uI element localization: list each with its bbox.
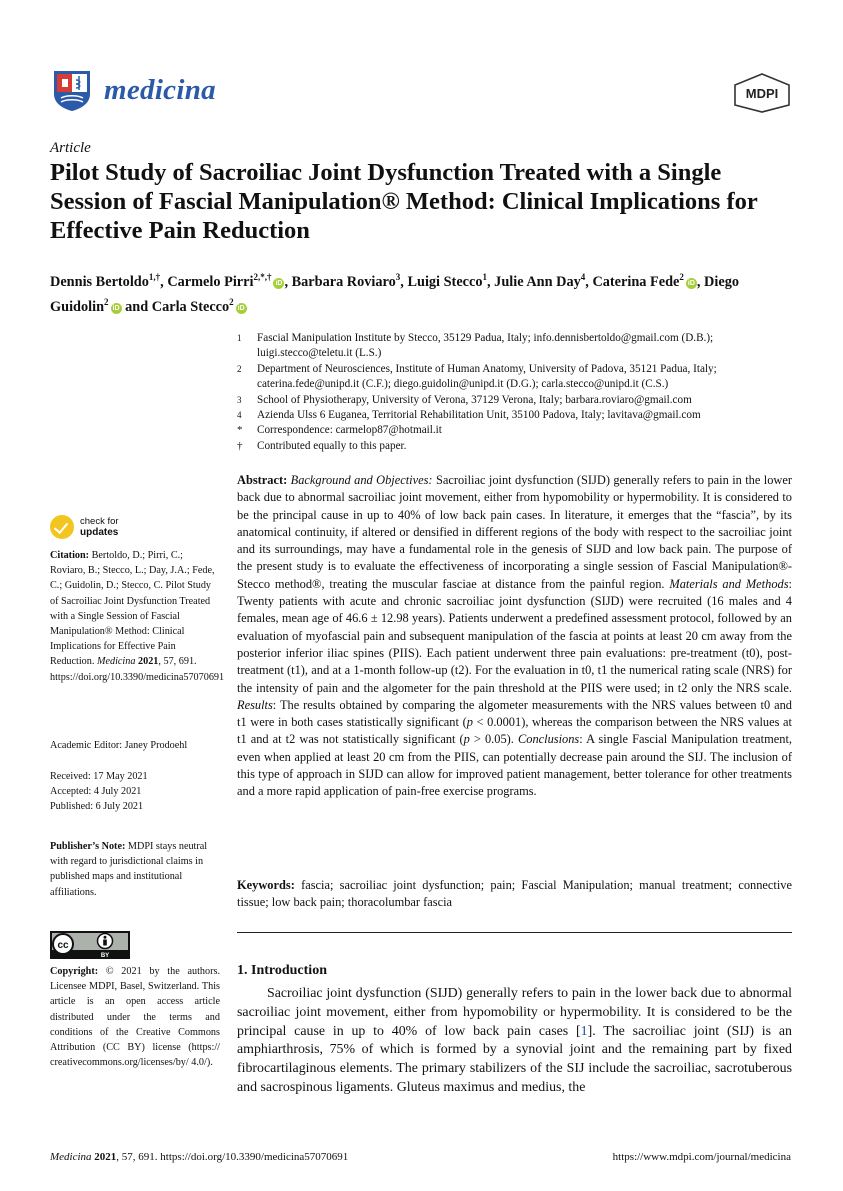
author-name[interactable]: Carmelo Pirri xyxy=(167,273,254,290)
publisher-note-text: MDPI stays neutral with regard to jurisdictional claims in published maps and institutional affiliations. xyxy=(50,841,208,898)
citation-block xyxy=(50,548,225,685)
affiliation-item xyxy=(237,393,797,408)
abstract-label: Abstract: xyxy=(237,473,288,487)
author-affiliation-mark: 2 xyxy=(679,272,684,282)
author-name[interactable]: Carla Stecco xyxy=(151,298,230,315)
section-divider xyxy=(237,932,792,933)
copyright-label: Copyright: xyxy=(50,966,99,977)
footer-journal-url[interactable]: https://www.mdpi.com/journal/medicina xyxy=(612,1151,791,1163)
abstract xyxy=(237,472,792,801)
affiliation-mark: 4 xyxy=(237,410,242,421)
author-name[interactable]: Julie Ann Day xyxy=(494,273,581,290)
check-updates-line2: updates xyxy=(80,527,119,538)
author-affiliation-mark: 3 xyxy=(395,272,401,282)
abstract-conclusions-text: : A single Fascial Manipulation treatment, even when applied at least 20 cm from the PIIS, can potentially decrease pain around the SIJ. The inclusion of this type of approach in SIJD can allow for improved patient management, better tolerance for other treatments and a more rapid application of pain-free exercise programs. xyxy=(237,732,792,799)
affiliation-text: Azienda Ulss 6 Euganea, Territorial Rehabilitation Unit, 35100 Padova, Italy; lavitava@gmail.com xyxy=(257,409,701,422)
affiliation-item xyxy=(237,408,797,423)
affiliation-item xyxy=(237,423,797,438)
svg-text:cc: cc xyxy=(57,940,69,951)
mdpi-logo-icon xyxy=(733,73,791,113)
abstract-results-text-1: : The results obtained by comparing the algometer measurements with the NRS values between t0 and t1 were in both cases statistically significant ( xyxy=(237,697,792,730)
affiliation-text: Contributed equally to this paper. xyxy=(257,439,407,452)
publisher-note-label: Publisher’s Note: xyxy=(50,841,126,852)
author-separator: and xyxy=(121,298,152,315)
abstract-bg-label: Background and Objectives: xyxy=(290,473,433,487)
author-affiliation-mark: 1,† xyxy=(148,272,161,282)
citation-label: Citation: xyxy=(50,550,90,561)
orcid-icon[interactable]: iD xyxy=(275,279,283,287)
affiliation-mark: 3 xyxy=(237,394,242,405)
author-separator: , xyxy=(400,273,408,290)
citation-journal: Medicina xyxy=(96,656,136,668)
affiliations xyxy=(237,331,797,454)
abstract-results-text-2: < 0.0001), whereas the comparison between the NRS values at t1 and at t2 was not statistically significant ( xyxy=(237,715,792,747)
orcid-icon[interactable]: iD xyxy=(687,279,695,287)
affiliation-text: Fascial Manipulation Institute by Stecco, 35129 Padua, Italy; info.dennisbertoldo@gmail.com (D.B.); luigi.stecco@teletu.it (L.S.) xyxy=(257,332,714,360)
article-title: Pilot Study of Sacroiliac Joint Dysfunction Treated with a Single Session of Fascial Manipulation® Method: Clinical Implications for Effective Pain Reduction xyxy=(50,159,758,244)
footer-year: 2021 xyxy=(94,1151,117,1163)
author-name[interactable]: Diego Guidolin xyxy=(50,273,739,315)
footer-doi[interactable]: , 57, 691. https://doi.org/10.3390/medicina57070691 xyxy=(116,1151,349,1163)
affiliation-text: Correspondence: carmelop87@hotmail.it xyxy=(257,424,442,437)
author-affiliation-mark: 4 xyxy=(580,272,586,282)
check-updates-line1: check for xyxy=(80,516,119,527)
author-affiliation-mark: 1 xyxy=(482,272,488,282)
abstract-bg-text: Sacroiliac joint dysfunction (SIJD) generally refers to pain in the lower back due to abnormal sacroiliac joint movement, either from hypomobility or hypermobility. It is considered to be the principal cause in up to 40% of low back pain cases. In literature, it emerges that the “fascia”, by its anatomical continuity, if altered or densified in different regions of the body with respect to the sacroiliac joint and its surroundings, may have a fundamental role in the genesis of SIJD and low back pain. The purpose of the present study is to evaluate the effectiveness of incorporating a single session of Fascial Manipulation®-Stecco method®, treating the muscular fasciae at distance from the painful region. xyxy=(237,473,792,591)
keywords-label: Keywords: xyxy=(237,878,295,892)
author-separator: , xyxy=(284,273,292,290)
affiliation-text: School of Physiotherapy, University of Verona, 37129 Verona, Italy; barbara.roviaro@gmail.com xyxy=(257,393,692,406)
affiliation-text: Department of Neurosciences, Institute of Human Anatomy, University of Padova, 35121 Padua, Italy; caterina.fede@unipd.it (C.F.); diego.guidolin@unipd.it (D.G.); carla.stecco@unipd.it (C.S.) xyxy=(257,362,717,391)
orcid-icon[interactable]: iD xyxy=(237,304,245,312)
svg-text:BY: BY xyxy=(100,953,110,959)
author-list xyxy=(50,267,790,317)
footer-citation xyxy=(50,1151,348,1163)
affiliation-mark: * xyxy=(237,424,243,437)
keywords xyxy=(237,877,792,912)
abstract-methods-label: Materials and Methods xyxy=(669,576,789,591)
footer-journal: Medicina xyxy=(50,1151,92,1163)
affiliation-mark: † xyxy=(237,439,243,452)
intro-text-2: ]. The sacroiliac joint (SIJ) is an amphiarthrosis, 75% of which is formed by a synovial joint and the remaining part by fixed fibrocartilaginous elements. The primary stabilizers of the SIJ include the sacroiliac, sacrotuberous and sacrospinous ligaments. Gluteus maximus and medius, the xyxy=(237,1023,792,1095)
author-affiliation-mark: 2 xyxy=(104,296,109,307)
author-separator: , xyxy=(160,273,168,290)
abstract-methods-text: : Twenty patients with acute and chronic sacroiliac joint dysfunction (SIJD) were recruited (16 males and 4 females, mean age of 46.6 ± 12.98 years). Patients underwent a predefined assessment protocol, followed by an evaluation of myofascial pain and subsequent manipulation of the fascia at points at least 20 cm away from the posterior inferior iliac spines (PIIS). Each patient underwent three pain evaluations: pre-treatment (t0), post-treatment (t1), and at a 1-month follow-up (t2). For the evaluation in t0, t1 the numerical rating scale (NRS) for the intensity of pain and the algometer for the pain threshold at the PIIS were used; in t2 only the NRS scale. xyxy=(237,576,792,695)
author-name[interactable]: Luigi Stecco xyxy=(407,273,483,290)
date-received: Received: 17 May 2021 xyxy=(50,771,148,782)
cc-by-license-icon[interactable] xyxy=(50,931,130,959)
author-name[interactable]: Barbara Roviaro xyxy=(291,273,396,290)
author-separator: , xyxy=(487,273,495,290)
copyright-text: © 2021 by the authors. Licensee MDPI, Basel, Switzerland. This article is an open access article distributed under the terms and conditions of the Creative Commons Attribution (CC BY) license (https:// creativecommons.org/licenses/by/ 4.0/). xyxy=(50,966,220,1069)
reference-link[interactable]: 1 xyxy=(580,1023,588,1039)
medicina-logo-icon xyxy=(50,68,94,112)
affiliation-mark: 2 xyxy=(237,363,242,374)
author-separator: , xyxy=(696,273,705,290)
author-affiliation-mark: 2,*,† xyxy=(253,272,272,282)
article-type: Article xyxy=(50,140,91,156)
copyright-block xyxy=(50,964,220,1070)
check-for-updates-button[interactable] xyxy=(50,515,119,539)
abstract-results-label: Results xyxy=(237,697,273,712)
date-published: Published: 6 July 2021 xyxy=(50,801,144,813)
affiliation-item xyxy=(237,331,797,362)
academic-editor: Academic Editor: Janey Prodoehl xyxy=(50,740,188,751)
publication-dates xyxy=(50,769,220,815)
affiliation-item xyxy=(237,362,797,393)
citation-rest[interactable]: , 57, 691. https://doi.org/10.3390/medicina57070691 xyxy=(50,656,225,683)
author-separator: , xyxy=(585,273,593,290)
p-variable: p xyxy=(466,715,473,730)
affiliation-item xyxy=(237,439,797,454)
author-name[interactable]: Dennis Bertoldo xyxy=(50,273,149,290)
p-variable: p xyxy=(463,732,470,747)
citation-text: Bertoldo, D.; Pirri, C.; Roviaro, B.; Stecco, L.; Day, J.A.; Fede, C.; Guidolin, D.; Stecco, C. Pilot Study of Sacroiliac Joint Dysfunction Treated with a Single Session of Fascial Manipulation® Method: Clinical Implications for Effective Pain Reduction. xyxy=(50,550,215,668)
affiliation-mark: 1 xyxy=(237,333,242,343)
introduction-paragraph xyxy=(237,985,792,1098)
author-affiliation-mark: 2 xyxy=(229,296,234,307)
section-heading-introduction: 1. Introduction xyxy=(237,963,327,978)
journal-name: medicina xyxy=(104,74,216,106)
keywords-text: fascia; sacroiliac joint dysfunction; pain; Fascial Manipulation; manual treatment; connective tissue; low back pain; thoracolumbar fascia xyxy=(237,878,792,910)
citation-year: 2021 xyxy=(138,656,159,668)
check-updates-icon xyxy=(50,515,74,539)
intro-text-1: Sacroiliac joint dysfunction (SIJD) generally refers to pain in the lower back due to abnormal sacroiliac joint movement, either from hypomobility or hypermobility. It is considered to be the principal cause in up to 40% of low back pain cases [ xyxy=(237,986,792,1039)
orcid-icon[interactable]: iD xyxy=(112,304,120,312)
date-accepted: Accepted: 4 July 2021 xyxy=(50,786,142,798)
mdpi-logo-text: MDPI xyxy=(745,86,779,101)
abstract-results-text-3: > 0.05). xyxy=(469,732,514,747)
publisher-note xyxy=(50,839,220,900)
abstract-conclusions-label: Conclusions xyxy=(517,732,580,747)
author-name[interactable]: Caterina Fede xyxy=(592,273,680,290)
